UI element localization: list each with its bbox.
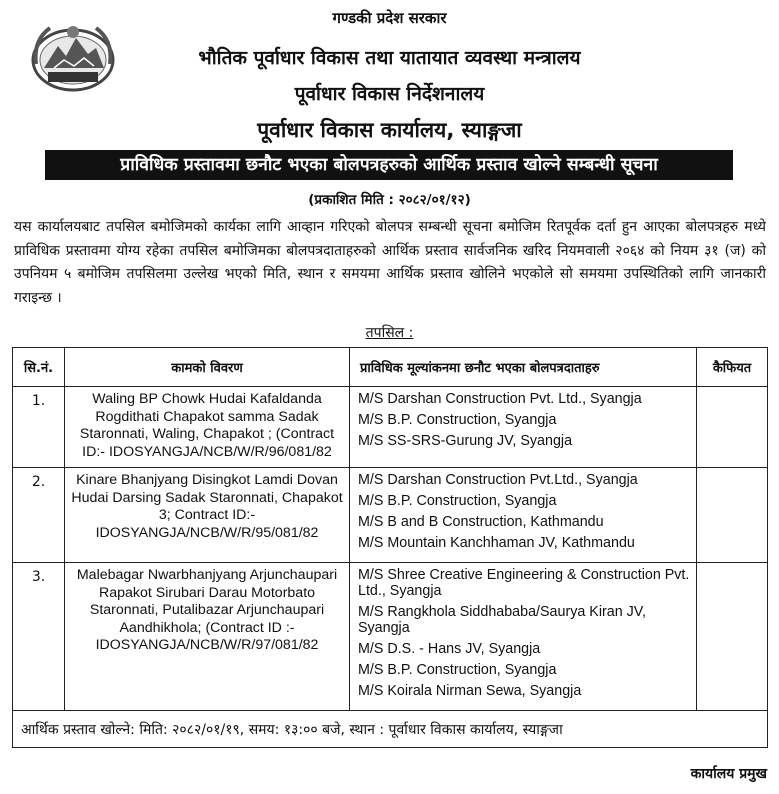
published-date: (प्रकाशित मिति : २०८२/०१/१२): [308, 192, 471, 208]
remarks-cell: [697, 468, 768, 563]
header-bidders: प्राविधिक मूल्यांकनमा छनौट भएका बोलपत्रदाताहरु: [350, 348, 697, 387]
bidders-list: [350, 387, 697, 468]
bidder-item: M/S B and B Construction, Kathmandu: [358, 514, 604, 530]
details-heading: [0, 322, 779, 342]
table-row: [13, 468, 768, 563]
table-row: [13, 387, 768, 468]
bidders-list: [350, 563, 697, 711]
details-heading-text: तपसिल :: [365, 325, 414, 341]
directorate-title: पूर्वाधार विकास निर्देशनालय: [294, 83, 485, 105]
work-description: Waling BP Chowk Hudai Kafaldanda Rogdithati Chapakot samma Sadak Staronnati, Waling, Chapakot ; (Contract ID:- IDOSYANGJA/NCB/W/R/96/081/82: [65, 387, 350, 468]
serial-number: 2.: [13, 468, 65, 563]
bidder-item: M/S Koirala Nirman Sewa, Syangja: [358, 683, 582, 699]
bidder-item: M/S D.S. - Hans JV, Syangja: [358, 641, 541, 657]
header-work-description: कामको विवरण: [65, 348, 350, 387]
remarks-cell: [697, 387, 768, 468]
bidder-item: M/S Shree Creative Engineering & Construction Pvt. Ltd., Syangja: [358, 567, 690, 599]
table-header-row: [13, 348, 768, 387]
table-row: [13, 563, 768, 711]
office-chief-signature: कार्यालय प्रमुख: [690, 766, 767, 782]
bidder-item: M/S Darshan Construction Pvt. Ltd., Syangja: [358, 391, 642, 407]
bidders-table: [12, 347, 768, 748]
opening-schedule: आर्थिक प्रस्ताव खोल्ने: मिति: २०८२/०१/१९, समय: १३:०० बजे, स्थान : पूर्वाधार विकास कार्यालय, स्याङ्गजा: [13, 711, 768, 748]
ministry-title: भौतिक पूर्वाधार विकास तथा यातायात व्यवस्था मन्त्रालय: [198, 47, 581, 69]
bidders-list: [350, 468, 697, 563]
government-title: गण्डकी प्रदेश सरकार: [332, 9, 447, 27]
work-description: Malebagar Nwarbhanjyang Arjunchaupari Rapakot Sirubari Darau Motorbato Staronnati, Putalibazar Arjunchaupari Aandhikhola; (Contract ID :- IDOSYANGJA/NCB/W/R/97/081/82: [65, 563, 350, 711]
header-remarks: कैफियत: [697, 348, 768, 387]
serial-number: 3.: [13, 563, 65, 711]
table-footer-row: [13, 711, 768, 748]
serial-number: 1.: [13, 387, 65, 468]
bidder-item: M/S Darshan Construction Pvt.Ltd., Syangja: [358, 472, 638, 488]
bidder-item: M/S Rangkhola Siddhababa/Saurya Kiran JV, Syangja: [358, 604, 646, 636]
bidder-item: M/S Mountain Kanchhaman JV, Kathmandu: [358, 535, 635, 551]
office-title: पूर्वाधार विकास कार्यालय, स्याङ्गजा: [257, 118, 522, 142]
remarks-cell: [697, 563, 768, 711]
bidder-item: M/S B.P. Construction, Syangja: [358, 662, 557, 678]
bidder-item: M/S SS-SRS-Gurung JV, Syangja: [358, 433, 573, 449]
notice-paragraph: यस कार्यालयबाट तपसिल बमोजिमको कार्यका लागि आव्हान गरिएको बोलपत्र सम्बन्धी सूचना बमोजिम रितपूर्वक दर्ता हुन आएका बोलपत्रहरु मध्ये प्राविधिक प्रस्तावमा योग्य रहेका तपसिल बमोजिमका बोलपत्रदाताहरुको आर्थिक प्रस्ताव सार्वजनिक खरिद नियमवाली २०६४ को नियम ३१ (ज) को उपनियम ५ बमोजिम तपसिलमा उल्लेख भएको मिति, स्थान र समयमा आर्थिक प्रस्ताव खोलिने भएकोले सो समयमा उपस्थितिको लागि जानकारी गराइन्छ ।: [14, 219, 766, 306]
bidder-item: M/S B.P. Construction, Syangja: [358, 493, 557, 509]
notice-title-banner: प्राविधिक प्रस्तावमा छनौट भएका बोलपत्रहरुको आर्थिक प्रस्ताव खोल्ने सम्बन्धी सूचना: [45, 150, 733, 180]
bidder-item: M/S B.P. Construction, Syangja: [358, 412, 557, 428]
header-serial: सि.नं.: [13, 348, 65, 387]
work-description: Kinare Bhanjyang Disingkot Lamdi Dovan Hudai Darsing Sadak Staronnati, Chapakot 3; Contract ID:- IDOSYANGJA/NCB/W/R/95/081/82: [65, 468, 350, 563]
